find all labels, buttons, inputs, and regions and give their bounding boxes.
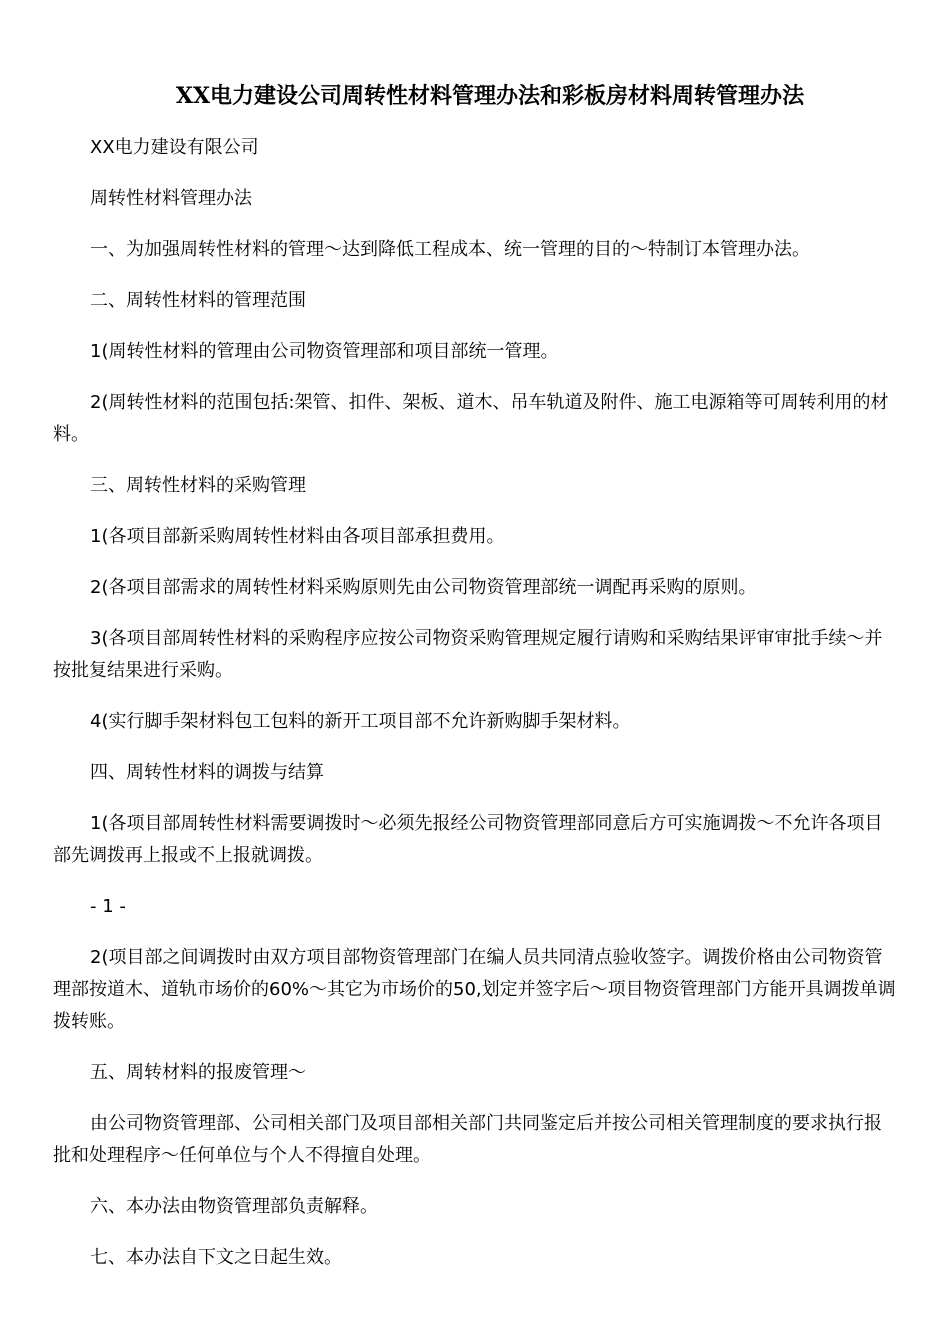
- section-heading: 五、周转材料的报废管理～: [90, 1062, 306, 1083]
- section-heading: 三、周转性材料的采购管理: [90, 475, 306, 496]
- paragraph: 六、本办法由物资管理部负责解释。: [90, 1196, 378, 1217]
- paragraph: 1(周转性材料的管理由公司物资管理部和项目部统一管理。: [90, 341, 559, 362]
- paragraph: 七、本办法自下文之日起生效。: [90, 1247, 342, 1268]
- company-name: XX电力建设有限公司: [90, 137, 259, 158]
- paragraph: 2(周转性材料的范围包括:架管、扣件、架板、道木、吊车轨道及附件、施工电源箱等可周转利用的材料。: [53, 392, 889, 445]
- paragraph: 2(项目部之间调拨时由双方项目部物资管理部门在编人员共同清点验收签字。调拨价格由公司物资管理部按道木、道轨市场价的60%～其它为市场价的50,划定并签字后～项目物资管理部门方能开具调拨单调拨转账。: [53, 947, 896, 1032]
- paragraph: 4(实行脚手架材料包工包料的新开工项目部不允许新购脚手架材料。: [90, 711, 631, 732]
- section-heading: 二、周转性材料的管理范围: [90, 290, 306, 311]
- paragraph: 由公司物资管理部、公司相关部门及项目部相关部门共同鉴定后并按公司相关管理制度的要求执行报批和处理程序～任何单位与个人不得擅自处理。: [53, 1113, 882, 1166]
- paragraph: 一、为加强周转性材料的管理～达到降低工程成本、统一管理的目的～特制订本管理办法。: [90, 239, 810, 260]
- section-heading: 四、周转性材料的调拨与结算: [90, 762, 324, 783]
- document-title: XX电力建设公司周转性材料管理办法和彩板房材料周转管理办法: [175, 83, 805, 109]
- page-number: - 1 -: [90, 896, 126, 917]
- paragraph: 3(各项目部周转性材料的采购程序应按公司物资采购管理规定履行请购和采购结果评审审批手续～并按批复结果进行采购。: [53, 628, 883, 681]
- paragraph: 2(各项目部需求的周转性材料采购原则先由公司物资管理部统一调配再采购的原则。: [90, 577, 757, 598]
- section-heading: 周转性材料管理办法: [90, 188, 252, 209]
- paragraph: 1(各项目部新采购周转性材料由各项目部承担费用。: [90, 526, 505, 547]
- paragraph: 1(各项目部周转性材料需要调拨时～必须先报经公司物资管理部同意后方可实施调拨～不允许各项目部先调拨再上报或不上报就调拨。: [53, 813, 883, 866]
